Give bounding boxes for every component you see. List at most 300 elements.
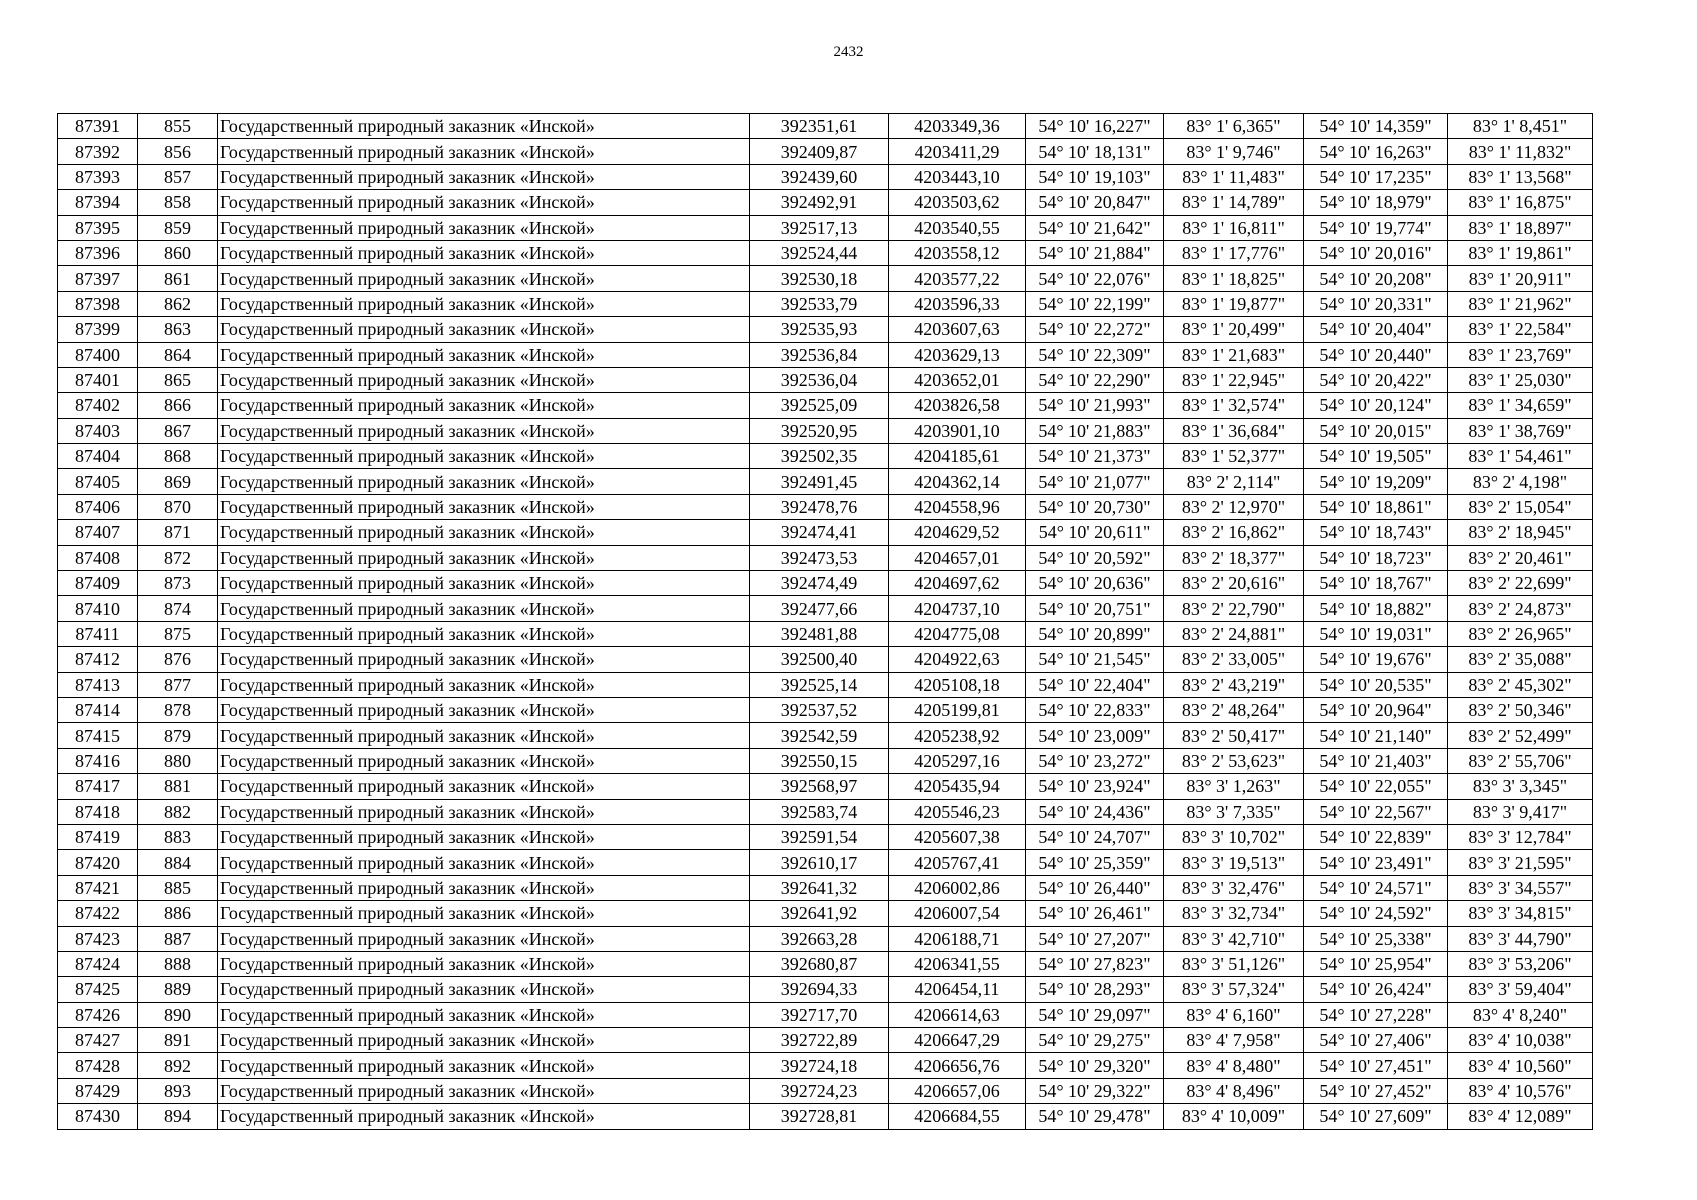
longitude-2-cell: 83° 1' 20,911" — [1448, 266, 1593, 291]
longitude-2-cell: 83° 1' 11,832" — [1448, 139, 1593, 164]
y-coordinate-cell: 4206656,76 — [889, 1053, 1026, 1078]
x-coordinate-cell: 392724,23 — [750, 1078, 889, 1103]
longitude-1-cell: 83° 1' 36,684" — [1164, 418, 1304, 443]
row-id-cell: 87407 — [58, 520, 138, 545]
longitude-2-cell: 83° 2' 52,499" — [1448, 723, 1593, 748]
table-row — [58, 875, 1593, 900]
longitude-2-cell: 83° 3' 21,595" — [1448, 850, 1593, 875]
latitude-1-cell: 54° 10' 29,275" — [1026, 1028, 1164, 1053]
longitude-1-cell: 83° 2' 53,623" — [1164, 748, 1304, 773]
latitude-1-cell: 54° 10' 20,636" — [1026, 571, 1164, 596]
latitude-1-cell: 54° 10' 20,751" — [1026, 596, 1164, 621]
longitude-2-cell: 83° 1' 34,659" — [1448, 393, 1593, 418]
latitude-1-cell: 54° 10' 21,642" — [1026, 215, 1164, 240]
latitude-1-cell: 54° 10' 21,883" — [1026, 418, 1164, 443]
latitude-2-cell: 54° 10' 20,015" — [1304, 418, 1448, 443]
point-number-cell: 874 — [138, 596, 218, 621]
longitude-1-cell: 83° 3' 10,702" — [1164, 824, 1304, 849]
longitude-1-cell: 83° 3' 57,324" — [1164, 977, 1304, 1002]
latitude-1-cell: 54° 10' 22,833" — [1026, 697, 1164, 722]
row-id-cell: 87423 — [58, 926, 138, 951]
table-row — [58, 1104, 1593, 1129]
table-row — [58, 799, 1593, 824]
row-id-cell: 87420 — [58, 850, 138, 875]
name-cell: Государственный природный заказник «Инской» — [218, 393, 750, 418]
latitude-1-cell: 54° 10' 28,293" — [1026, 977, 1164, 1002]
row-id-cell: 87406 — [58, 494, 138, 519]
row-id-cell: 87426 — [58, 1002, 138, 1027]
x-coordinate-cell: 392530,18 — [750, 266, 889, 291]
latitude-2-cell: 54° 10' 27,609" — [1304, 1104, 1448, 1129]
name-cell: Государственный природный заказник «Инской» — [218, 977, 750, 1002]
latitude-1-cell: 54° 10' 26,461" — [1026, 901, 1164, 926]
name-cell: Государственный природный заказник «Инской» — [218, 367, 750, 392]
row-id-cell: 87404 — [58, 444, 138, 469]
longitude-2-cell: 83° 4' 8,240" — [1448, 1002, 1593, 1027]
table-row — [58, 545, 1593, 570]
x-coordinate-cell: 392536,84 — [750, 342, 889, 367]
row-id-cell: 87428 — [58, 1053, 138, 1078]
y-coordinate-cell: 4203540,55 — [889, 215, 1026, 240]
name-cell: Государственный природный заказник «Инской» — [218, 545, 750, 570]
longitude-2-cell: 83° 2' 35,088" — [1448, 647, 1593, 672]
x-coordinate-cell: 392517,13 — [750, 215, 889, 240]
longitude-2-cell: 83° 1' 16,875" — [1448, 190, 1593, 215]
table-row — [58, 317, 1593, 342]
latitude-2-cell: 54° 10' 20,124" — [1304, 393, 1448, 418]
row-id-cell: 87403 — [58, 418, 138, 443]
point-number-cell: 884 — [138, 850, 218, 875]
point-number-cell: 858 — [138, 190, 218, 215]
name-cell: Государственный природный заказник «Инской» — [218, 697, 750, 722]
y-coordinate-cell: 4203349,36 — [889, 114, 1026, 139]
longitude-2-cell: 83° 1' 18,897" — [1448, 215, 1593, 240]
longitude-1-cell: 83° 1' 20,499" — [1164, 317, 1304, 342]
table-row — [58, 774, 1593, 799]
longitude-1-cell: 83° 2' 20,616" — [1164, 571, 1304, 596]
name-cell: Государственный природный заказник «Инской» — [218, 1002, 750, 1027]
x-coordinate-cell: 392533,79 — [750, 291, 889, 316]
latitude-2-cell: 54° 10' 21,403" — [1304, 748, 1448, 773]
longitude-1-cell: 83° 1' 52,377" — [1164, 444, 1304, 469]
x-coordinate-cell: 392478,76 — [750, 494, 889, 519]
row-id-cell: 87414 — [58, 697, 138, 722]
table-row — [58, 647, 1593, 672]
table-row — [58, 1053, 1593, 1078]
point-number-cell: 870 — [138, 494, 218, 519]
latitude-2-cell: 54° 10' 19,505" — [1304, 444, 1448, 469]
x-coordinate-cell: 392724,18 — [750, 1053, 889, 1078]
latitude-2-cell: 54° 10' 16,263" — [1304, 139, 1448, 164]
longitude-1-cell: 83° 2' 48,264" — [1164, 697, 1304, 722]
latitude-1-cell: 54° 10' 16,227" — [1026, 114, 1164, 139]
latitude-2-cell: 54° 10' 27,451" — [1304, 1053, 1448, 1078]
table-row — [58, 901, 1593, 926]
point-number-cell: 887 — [138, 926, 218, 951]
longitude-1-cell: 83° 3' 32,476" — [1164, 875, 1304, 900]
longitude-2-cell: 83° 4' 12,089" — [1448, 1104, 1593, 1129]
longitude-2-cell: 83° 2' 45,302" — [1448, 672, 1593, 697]
latitude-1-cell: 54° 10' 24,707" — [1026, 824, 1164, 849]
latitude-1-cell: 54° 10' 27,207" — [1026, 926, 1164, 951]
latitude-1-cell: 54° 10' 20,847" — [1026, 190, 1164, 215]
longitude-2-cell: 83° 4' 10,576" — [1448, 1078, 1593, 1103]
table-row — [58, 748, 1593, 773]
latitude-1-cell: 54° 10' 22,199" — [1026, 291, 1164, 316]
point-number-cell: 863 — [138, 317, 218, 342]
point-number-cell: 864 — [138, 342, 218, 367]
point-number-cell: 857 — [138, 164, 218, 189]
point-number-cell: 873 — [138, 571, 218, 596]
table-row — [58, 240, 1593, 265]
name-cell: Государственный природный заказник «Инской» — [218, 418, 750, 443]
latitude-2-cell: 54° 10' 18,743" — [1304, 520, 1448, 545]
y-coordinate-cell: 4206657,06 — [889, 1078, 1026, 1103]
point-number-cell: 861 — [138, 266, 218, 291]
row-id-cell: 87415 — [58, 723, 138, 748]
name-cell: Государственный природный заказник «Инской» — [218, 951, 750, 976]
longitude-2-cell: 83° 3' 44,790" — [1448, 926, 1593, 951]
longitude-1-cell: 83° 2' 16,862" — [1164, 520, 1304, 545]
latitude-2-cell: 54° 10' 20,016" — [1304, 240, 1448, 265]
x-coordinate-cell: 392694,33 — [750, 977, 889, 1002]
longitude-2-cell: 83° 4' 10,038" — [1448, 1028, 1593, 1053]
table-row — [58, 571, 1593, 596]
latitude-2-cell: 54° 10' 25,338" — [1304, 926, 1448, 951]
y-coordinate-cell: 4206647,29 — [889, 1028, 1026, 1053]
name-cell: Государственный природный заказник «Инской» — [218, 215, 750, 240]
row-id-cell: 87422 — [58, 901, 138, 926]
x-coordinate-cell: 392525,14 — [750, 672, 889, 697]
row-id-cell: 87430 — [58, 1104, 138, 1129]
y-coordinate-cell: 4204737,10 — [889, 596, 1026, 621]
latitude-2-cell: 54° 10' 19,031" — [1304, 621, 1448, 646]
latitude-1-cell: 54° 10' 21,884" — [1026, 240, 1164, 265]
longitude-2-cell: 83° 2' 24,873" — [1448, 596, 1593, 621]
table-row — [58, 1002, 1593, 1027]
point-number-cell: 893 — [138, 1078, 218, 1103]
latitude-1-cell: 54° 10' 21,545" — [1026, 647, 1164, 672]
table-row — [58, 469, 1593, 494]
y-coordinate-cell: 4203629,13 — [889, 342, 1026, 367]
row-id-cell: 87398 — [58, 291, 138, 316]
point-number-cell: 879 — [138, 723, 218, 748]
name-cell: Государственный природный заказник «Инской» — [218, 774, 750, 799]
point-number-cell: 880 — [138, 748, 218, 773]
row-id-cell: 87395 — [58, 215, 138, 240]
x-coordinate-cell: 392663,28 — [750, 926, 889, 951]
table-row — [58, 139, 1593, 164]
latitude-1-cell: 54° 10' 19,103" — [1026, 164, 1164, 189]
latitude-2-cell: 54° 10' 22,055" — [1304, 774, 1448, 799]
x-coordinate-cell: 392610,17 — [750, 850, 889, 875]
y-coordinate-cell: 4205199,81 — [889, 697, 1026, 722]
y-coordinate-cell: 4206007,54 — [889, 901, 1026, 926]
point-number-cell: 890 — [138, 1002, 218, 1027]
latitude-1-cell: 54° 10' 22,290" — [1026, 367, 1164, 392]
point-number-cell: 877 — [138, 672, 218, 697]
table-row — [58, 114, 1593, 139]
point-number-cell: 888 — [138, 951, 218, 976]
point-number-cell: 882 — [138, 799, 218, 824]
row-id-cell: 87392 — [58, 139, 138, 164]
y-coordinate-cell: 4204697,62 — [889, 571, 1026, 596]
point-number-cell: 885 — [138, 875, 218, 900]
latitude-2-cell: 54° 10' 27,406" — [1304, 1028, 1448, 1053]
longitude-2-cell: 83° 3' 59,404" — [1448, 977, 1593, 1002]
name-cell: Государственный природный заказник «Инской» — [218, 571, 750, 596]
table-row — [58, 444, 1593, 469]
longitude-2-cell: 83° 2' 22,699" — [1448, 571, 1593, 596]
x-coordinate-cell: 392722,89 — [750, 1028, 889, 1053]
x-coordinate-cell: 392477,66 — [750, 596, 889, 621]
longitude-1-cell: 83° 3' 42,710" — [1164, 926, 1304, 951]
longitude-2-cell: 83° 3' 53,206" — [1448, 951, 1593, 976]
longitude-2-cell: 83° 2' 15,054" — [1448, 494, 1593, 519]
latitude-1-cell: 54° 10' 29,097" — [1026, 1002, 1164, 1027]
name-cell: Государственный природный заказник «Инской» — [218, 1078, 750, 1103]
table-body — [58, 114, 1593, 1130]
row-id-cell: 87425 — [58, 977, 138, 1002]
name-cell: Государственный природный заказник «Инской» — [218, 139, 750, 164]
table-row — [58, 342, 1593, 367]
x-coordinate-cell: 392474,49 — [750, 571, 889, 596]
name-cell: Государственный природный заказник «Инской» — [218, 621, 750, 646]
latitude-1-cell: 54° 10' 21,993" — [1026, 393, 1164, 418]
latitude-1-cell: 54° 10' 21,077" — [1026, 469, 1164, 494]
longitude-2-cell: 83° 1' 54,461" — [1448, 444, 1593, 469]
longitude-2-cell: 83° 2' 26,965" — [1448, 621, 1593, 646]
latitude-1-cell: 54° 10' 29,320" — [1026, 1053, 1164, 1078]
longitude-2-cell: 83° 3' 34,557" — [1448, 875, 1593, 900]
longitude-1-cell: 83° 2' 18,377" — [1164, 545, 1304, 570]
latitude-2-cell: 54° 10' 26,424" — [1304, 977, 1448, 1002]
row-id-cell: 87416 — [58, 748, 138, 773]
table-row — [58, 926, 1593, 951]
row-id-cell: 87394 — [58, 190, 138, 215]
longitude-1-cell: 83° 2' 24,881" — [1164, 621, 1304, 646]
table-row — [58, 1078, 1593, 1103]
row-id-cell: 87400 — [58, 342, 138, 367]
y-coordinate-cell: 4205238,92 — [889, 723, 1026, 748]
row-id-cell: 87402 — [58, 393, 138, 418]
row-id-cell: 87405 — [58, 469, 138, 494]
row-id-cell: 87411 — [58, 621, 138, 646]
name-cell: Государственный природный заказник «Инской» — [218, 317, 750, 342]
row-id-cell: 87409 — [58, 571, 138, 596]
name-cell: Государственный природный заказник «Инской» — [218, 647, 750, 672]
latitude-1-cell: 54° 10' 23,272" — [1026, 748, 1164, 773]
y-coordinate-cell: 4206188,71 — [889, 926, 1026, 951]
longitude-2-cell: 83° 3' 9,417" — [1448, 799, 1593, 824]
point-number-cell: 868 — [138, 444, 218, 469]
name-cell: Государственный природный заказник «Инской» — [218, 1104, 750, 1129]
latitude-2-cell: 54° 10' 27,452" — [1304, 1078, 1448, 1103]
table-row — [58, 393, 1593, 418]
longitude-2-cell: 83° 3' 3,345" — [1448, 774, 1593, 799]
point-number-cell: 883 — [138, 824, 218, 849]
latitude-2-cell: 54° 10' 24,571" — [1304, 875, 1448, 900]
row-id-cell: 87429 — [58, 1078, 138, 1103]
table-row — [58, 266, 1593, 291]
longitude-1-cell: 83° 2' 22,790" — [1164, 596, 1304, 621]
point-number-cell: 892 — [138, 1053, 218, 1078]
page-number: 2432 — [833, 44, 864, 60]
x-coordinate-cell: 392492,91 — [750, 190, 889, 215]
latitude-1-cell: 54° 10' 23,924" — [1026, 774, 1164, 799]
table-row — [58, 824, 1593, 849]
longitude-2-cell: 83° 1' 8,451" — [1448, 114, 1593, 139]
row-id-cell: 87410 — [58, 596, 138, 621]
name-cell: Государственный природный заказник «Инской» — [218, 1053, 750, 1078]
name-cell: Государственный природный заказник «Инской» — [218, 240, 750, 265]
name-cell: Государственный природный заказник «Инской» — [218, 926, 750, 951]
latitude-2-cell: 54° 10' 25,954" — [1304, 951, 1448, 976]
longitude-1-cell: 83° 1' 9,746" — [1164, 139, 1304, 164]
latitude-1-cell: 54° 10' 20,730" — [1026, 494, 1164, 519]
point-number-cell: 872 — [138, 545, 218, 570]
latitude-2-cell: 54° 10' 27,228" — [1304, 1002, 1448, 1027]
latitude-2-cell: 54° 10' 20,331" — [1304, 291, 1448, 316]
latitude-2-cell: 54° 10' 22,839" — [1304, 824, 1448, 849]
row-id-cell: 87408 — [58, 545, 138, 570]
latitude-2-cell: 54° 10' 22,567" — [1304, 799, 1448, 824]
y-coordinate-cell: 4204185,61 — [889, 444, 1026, 469]
longitude-1-cell: 83° 1' 11,483" — [1164, 164, 1304, 189]
y-coordinate-cell: 4206341,55 — [889, 951, 1026, 976]
y-coordinate-cell: 4204362,14 — [889, 469, 1026, 494]
y-coordinate-cell: 4204775,08 — [889, 621, 1026, 646]
x-coordinate-cell: 392473,53 — [750, 545, 889, 570]
longitude-2-cell: 83° 2' 18,945" — [1448, 520, 1593, 545]
point-number-cell: 886 — [138, 901, 218, 926]
y-coordinate-cell: 4206454,11 — [889, 977, 1026, 1002]
longitude-1-cell: 83° 4' 7,958" — [1164, 1028, 1304, 1053]
name-cell: Государственный природный заказник «Инской» — [218, 1028, 750, 1053]
longitude-1-cell: 83° 2' 2,114" — [1164, 469, 1304, 494]
longitude-1-cell: 83° 1' 19,877" — [1164, 291, 1304, 316]
longitude-1-cell: 83° 1' 6,365" — [1164, 114, 1304, 139]
x-coordinate-cell: 392439,60 — [750, 164, 889, 189]
point-number-cell: 894 — [138, 1104, 218, 1129]
point-number-cell: 876 — [138, 647, 218, 672]
x-coordinate-cell: 392568,97 — [750, 774, 889, 799]
latitude-2-cell: 54° 10' 20,440" — [1304, 342, 1448, 367]
point-number-cell: 866 — [138, 393, 218, 418]
longitude-1-cell: 83° 1' 18,825" — [1164, 266, 1304, 291]
table-row — [58, 723, 1593, 748]
name-cell: Государственный природный заказник «Инской» — [218, 596, 750, 621]
table-row — [58, 291, 1593, 316]
latitude-2-cell: 54° 10' 19,209" — [1304, 469, 1448, 494]
latitude-1-cell: 54° 10' 22,404" — [1026, 672, 1164, 697]
y-coordinate-cell: 4203558,12 — [889, 240, 1026, 265]
latitude-2-cell: 54° 10' 21,140" — [1304, 723, 1448, 748]
name-cell: Государственный природный заказник «Инской» — [218, 469, 750, 494]
longitude-2-cell: 83° 3' 34,815" — [1448, 901, 1593, 926]
row-id-cell: 87396 — [58, 240, 138, 265]
longitude-2-cell: 83° 1' 38,769" — [1448, 418, 1593, 443]
point-number-cell: 856 — [138, 139, 218, 164]
longitude-1-cell: 83° 1' 16,811" — [1164, 215, 1304, 240]
y-coordinate-cell: 4203826,58 — [889, 393, 1026, 418]
y-coordinate-cell: 4206614,63 — [889, 1002, 1026, 1027]
longitude-1-cell: 83° 2' 33,005" — [1164, 647, 1304, 672]
row-id-cell: 87401 — [58, 367, 138, 392]
latitude-1-cell: 54° 10' 29,478" — [1026, 1104, 1164, 1129]
name-cell: Государственный природный заказник «Инской» — [218, 266, 750, 291]
name-cell: Государственный природный заказник «Инской» — [218, 494, 750, 519]
latitude-1-cell: 54° 10' 22,309" — [1026, 342, 1164, 367]
table-row — [58, 494, 1593, 519]
latitude-1-cell: 54° 10' 22,272" — [1026, 317, 1164, 342]
x-coordinate-cell: 392583,74 — [750, 799, 889, 824]
point-number-cell: 881 — [138, 774, 218, 799]
latitude-1-cell: 54° 10' 18,131" — [1026, 139, 1164, 164]
name-cell: Государственный природный заказник «Инской» — [218, 114, 750, 139]
x-coordinate-cell: 392535,93 — [750, 317, 889, 342]
x-coordinate-cell: 392502,35 — [750, 444, 889, 469]
latitude-1-cell: 54° 10' 20,899" — [1026, 621, 1164, 646]
name-cell: Государственный природный заказник «Инской» — [218, 342, 750, 367]
row-id-cell: 87421 — [58, 875, 138, 900]
longitude-1-cell: 83° 4' 10,009" — [1164, 1104, 1304, 1129]
table-row — [58, 190, 1593, 215]
name-cell: Государственный природный заказник «Инской» — [218, 824, 750, 849]
name-cell: Государственный природный заказник «Инской» — [218, 672, 750, 697]
x-coordinate-cell: 392491,45 — [750, 469, 889, 494]
point-number-cell: 891 — [138, 1028, 218, 1053]
y-coordinate-cell: 4205297,16 — [889, 748, 1026, 773]
x-coordinate-cell: 392409,87 — [750, 139, 889, 164]
y-coordinate-cell: 4203411,29 — [889, 139, 1026, 164]
name-cell: Государственный природный заказник «Инской» — [218, 520, 750, 545]
name-cell: Государственный природный заказник «Инской» — [218, 291, 750, 316]
y-coordinate-cell: 4203503,62 — [889, 190, 1026, 215]
longitude-2-cell: 83° 2' 55,706" — [1448, 748, 1593, 773]
longitude-1-cell: 83° 3' 19,513" — [1164, 850, 1304, 875]
table-row — [58, 951, 1593, 976]
latitude-1-cell: 54° 10' 22,076" — [1026, 266, 1164, 291]
latitude-2-cell: 54° 10' 20,964" — [1304, 697, 1448, 722]
point-number-cell: 869 — [138, 469, 218, 494]
table-row — [58, 621, 1593, 646]
y-coordinate-cell: 4204922,63 — [889, 647, 1026, 672]
longitude-1-cell: 83° 4' 6,160" — [1164, 1002, 1304, 1027]
y-coordinate-cell: 4204629,52 — [889, 520, 1026, 545]
longitude-1-cell: 83° 1' 21,683" — [1164, 342, 1304, 367]
longitude-1-cell: 83° 3' 32,734" — [1164, 901, 1304, 926]
row-id-cell: 87399 — [58, 317, 138, 342]
table-row — [58, 520, 1593, 545]
row-id-cell: 87417 — [58, 774, 138, 799]
longitude-1-cell: 83° 1' 17,776" — [1164, 240, 1304, 265]
latitude-1-cell: 54° 10' 24,436" — [1026, 799, 1164, 824]
y-coordinate-cell: 4203901,10 — [889, 418, 1026, 443]
latitude-2-cell: 54° 10' 19,676" — [1304, 647, 1448, 672]
y-coordinate-cell: 4206002,86 — [889, 875, 1026, 900]
x-coordinate-cell: 392524,44 — [750, 240, 889, 265]
y-coordinate-cell: 4204558,96 — [889, 494, 1026, 519]
longitude-2-cell: 83° 1' 23,769" — [1448, 342, 1593, 367]
name-cell: Государственный природный заказник «Инской» — [218, 875, 750, 900]
y-coordinate-cell: 4206684,55 — [889, 1104, 1026, 1129]
longitude-2-cell: 83° 1' 25,030" — [1448, 367, 1593, 392]
latitude-2-cell: 54° 10' 20,404" — [1304, 317, 1448, 342]
longitude-1-cell: 83° 2' 12,970" — [1164, 494, 1304, 519]
table-row — [58, 697, 1593, 722]
latitude-2-cell: 54° 10' 14,359" — [1304, 114, 1448, 139]
